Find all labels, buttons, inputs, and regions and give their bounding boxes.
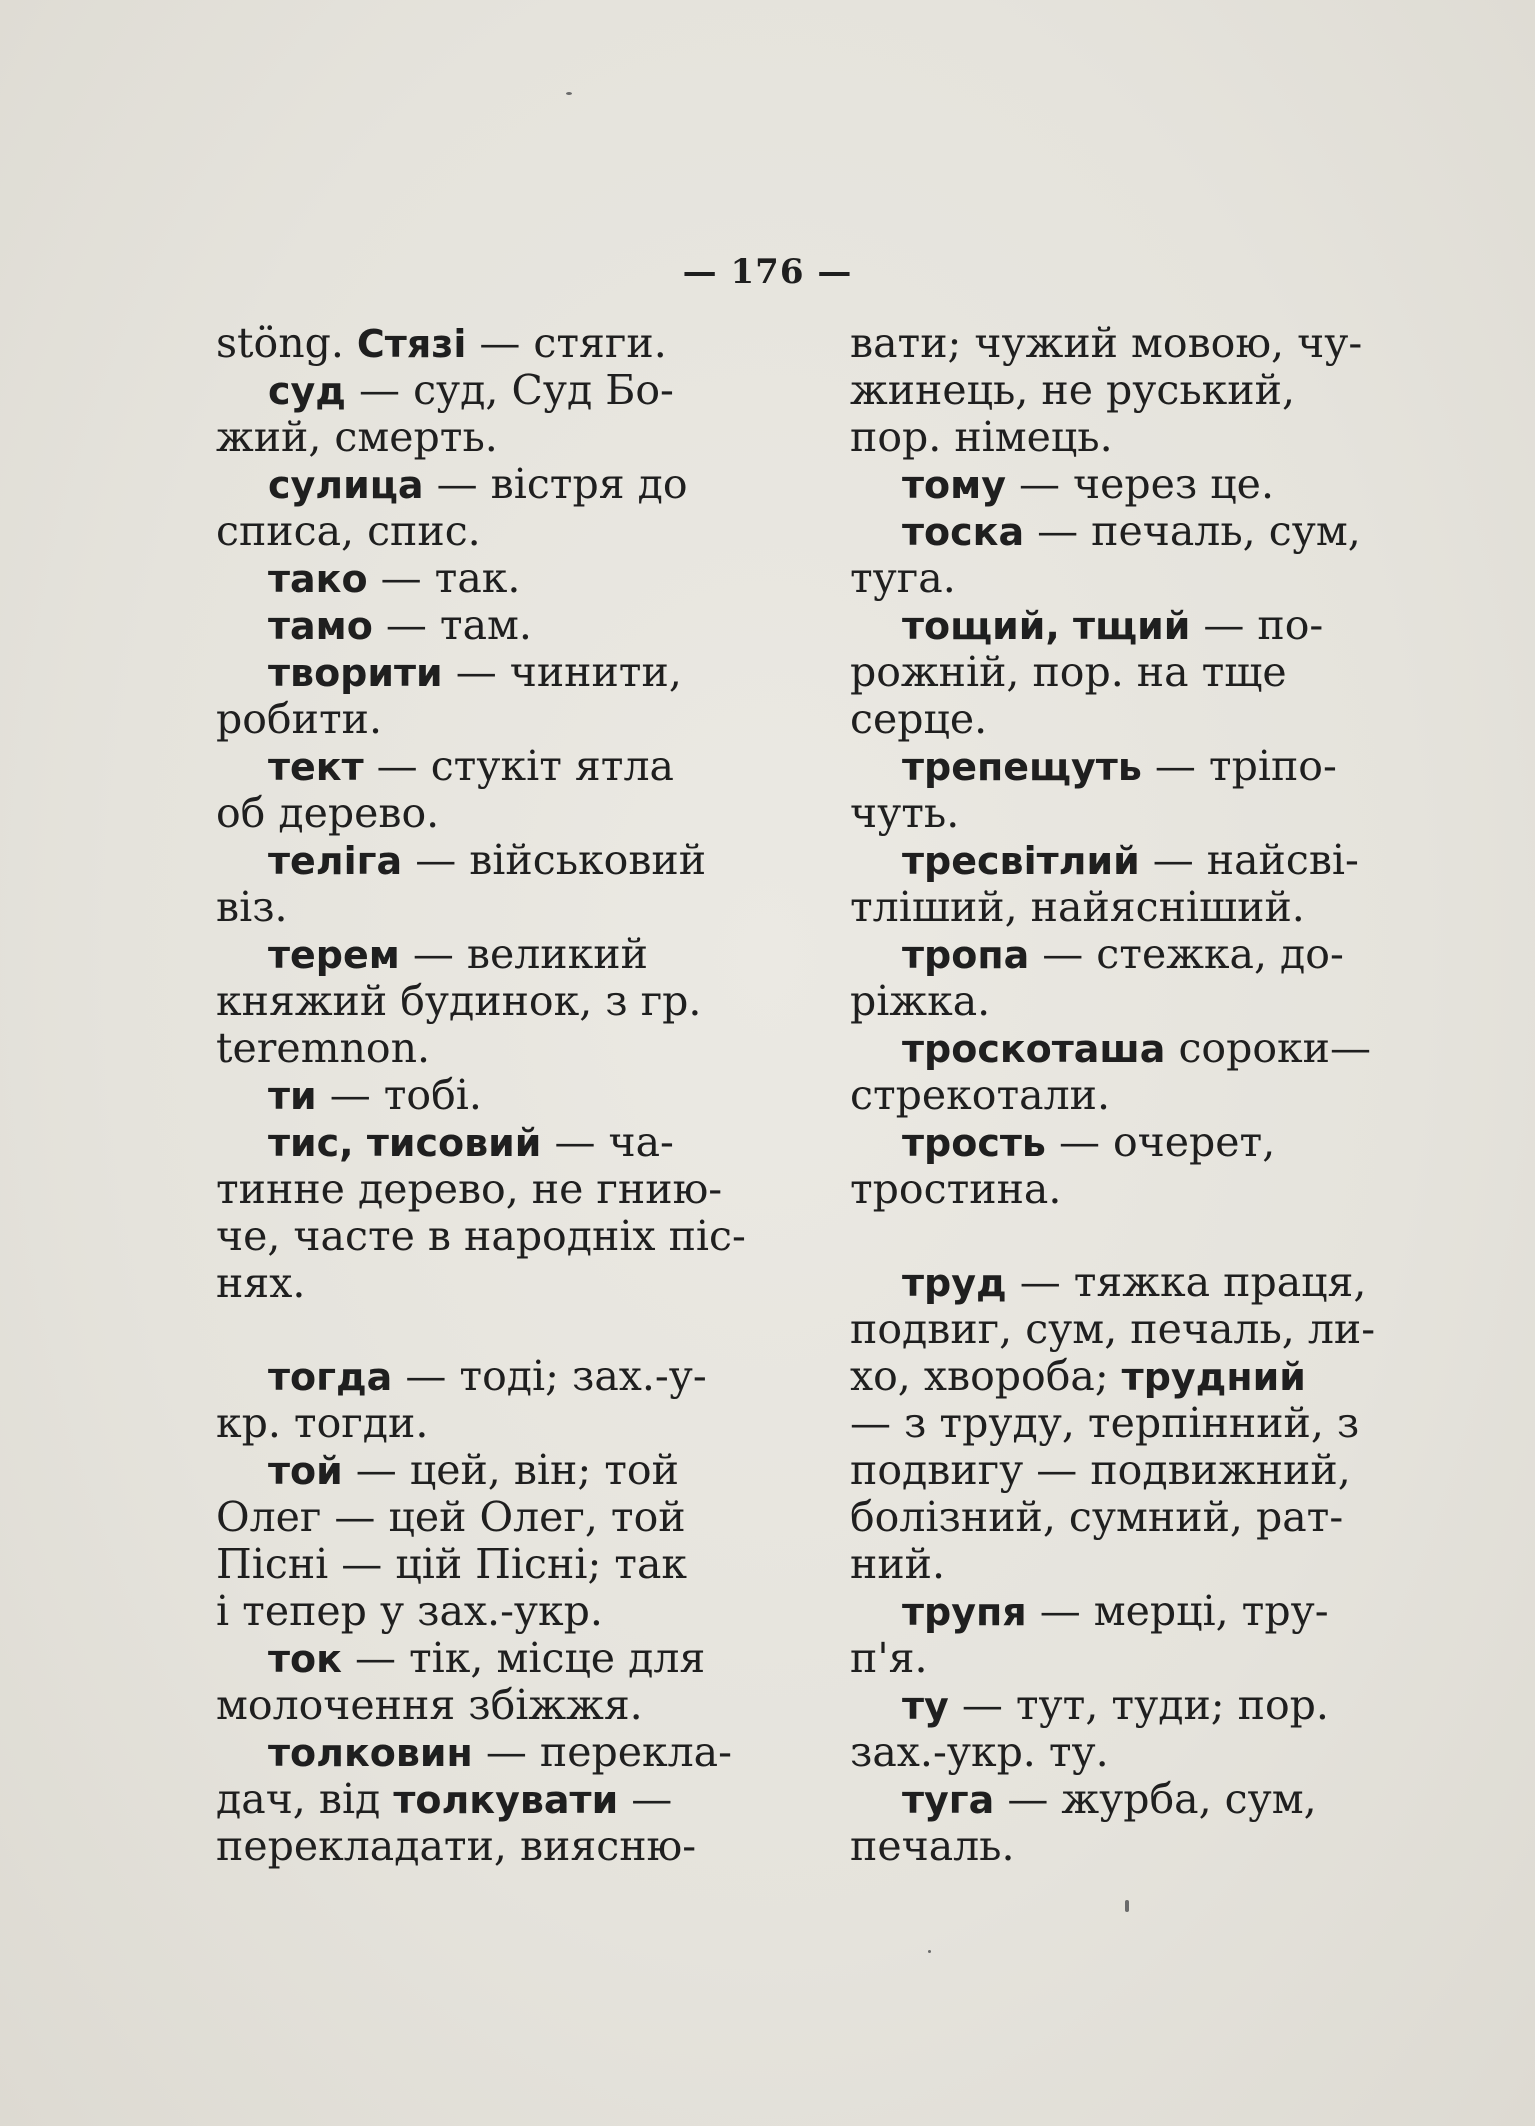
dictionary-entry: трупя — мерці, тру- — [902, 1587, 1329, 1635]
headword: тоска — [902, 510, 1025, 554]
text-line: кр. тогди. — [216, 1399, 429, 1447]
dictionary-entry: труд — тяжка праця, — [902, 1258, 1367, 1306]
dictionary-entry: той — цей, він; той — [268, 1446, 679, 1494]
headword: труд — [902, 1261, 1007, 1305]
text-line: і тепер у зах.-укр. — [216, 1587, 603, 1635]
headword: тис, тисовий — [268, 1121, 542, 1165]
text-line: віз. — [216, 883, 288, 931]
text-line: туга. — [850, 554, 956, 602]
dictionary-entry: тощий, тщий — по- — [902, 601, 1324, 649]
text-line: зах.-укр. ту. — [850, 1728, 1109, 1776]
text-line: пор. німець. — [850, 413, 1113, 461]
headword: ту — [902, 1684, 949, 1728]
dictionary-entry: терем — великий — [268, 930, 648, 978]
dictionary-entry: тамо — там. — [268, 601, 532, 649]
text-line: тростина. — [850, 1165, 1062, 1213]
headword: ти — [268, 1074, 317, 1118]
text-line: че, часте в народніх піс- — [216, 1212, 746, 1260]
text-line: рожній, пор. на тще — [850, 648, 1287, 696]
text-line: тинне дерево, не гнию- — [216, 1165, 723, 1213]
headword: теліга — [268, 839, 403, 883]
headword: тако — [268, 557, 368, 601]
text-line: княжий будинок, з гр. — [216, 977, 702, 1025]
headword: трепещуть — [902, 745, 1142, 789]
headword: трудний — [1121, 1355, 1306, 1399]
dictionary-entry: суд — суд, Суд Бо- — [268, 366, 674, 414]
paragraph-gap — [216, 1307, 794, 1353]
dictionary-entry: творити — чинити, — [268, 648, 682, 696]
text-line: Пісні — цій Пісні; так — [216, 1540, 688, 1588]
headword: тресвітлий — [902, 839, 1140, 883]
text-line: печаль. — [850, 1822, 1015, 1870]
text-line: чуть. — [850, 789, 960, 837]
paper-speck — [928, 1950, 931, 1953]
dictionary-entry: теліга — військовий — [268, 836, 707, 884]
left-column — [216, 320, 794, 1870]
text-line: ріжка. — [850, 977, 991, 1025]
text-line: хо, хвороба; трудний — [850, 1352, 1306, 1400]
text-line: болізний, сумний, рат- — [850, 1493, 1344, 1541]
text-line: ний. — [850, 1540, 946, 1588]
headword: толкувати — [393, 1778, 619, 1822]
dictionary-entry: тропа — стежка, до- — [902, 930, 1344, 978]
dictionary-entry: ти — тобі. — [268, 1071, 482, 1119]
text-line: дач, від толкувати — — [216, 1775, 673, 1823]
headword: Стязі — [356, 322, 467, 366]
headword: тамо — [268, 604, 373, 648]
page-number: — 176 — — [682, 252, 853, 292]
text-line: — з труду, терпінний, з — [850, 1399, 1360, 1447]
dictionary-entry: тому — через це. — [902, 460, 1274, 508]
dictionary-entry: сулица — вістря до — [268, 460, 688, 508]
headword: туга — [902, 1778, 995, 1822]
text-line: жий, смерть. — [216, 413, 498, 461]
headword: тропа — [902, 933, 1030, 977]
dictionary-entry: трепещуть — тріпо- — [902, 742, 1337, 790]
text-line: нях. — [216, 1259, 306, 1307]
headword: суд — [268, 369, 346, 413]
text-line: об дерево. — [216, 789, 440, 837]
text-line: списа, спис. — [216, 507, 481, 555]
paragraph-gap — [850, 1213, 1406, 1259]
paper-speck — [1125, 1900, 1129, 1912]
dictionary-entry: троскоташа сороки— — [902, 1024, 1371, 1072]
text-line: жинець, не руський, — [850, 366, 1295, 414]
text-line: вати; чужий мовою, чу- — [850, 319, 1363, 367]
headword: трупя — [902, 1590, 1027, 1634]
headword: троскоташа — [902, 1027, 1166, 1071]
text-line: молочення збіжжя. — [216, 1681, 643, 1729]
dictionary-entry: тис, тисовий — ча- — [268, 1118, 674, 1166]
headword: толковин — [268, 1731, 473, 1775]
text-line: Олег — цей Олег, той — [216, 1493, 686, 1541]
headword: сулица — [268, 463, 424, 507]
headword: тому — [902, 463, 1006, 507]
headword: той — [268, 1449, 343, 1493]
text-line: стрекотали. — [850, 1071, 1110, 1119]
dictionary-entry: тект — стукіт ятла — [268, 742, 674, 790]
dictionary-entry: тако — так. — [268, 554, 521, 602]
headword: тект — [268, 745, 364, 789]
dictionary-entry: тоска — печаль, сум, — [902, 507, 1361, 555]
dictionary-entry: толковин — перекла- — [268, 1728, 732, 1776]
text-line: робити. — [216, 695, 382, 743]
dictionary-entry: ту — тут, туди; пор. — [902, 1681, 1329, 1729]
text-line: stöng. Стязі — стяги. — [216, 319, 667, 367]
text-line: teremnon. — [216, 1024, 431, 1072]
text-line: перекладати, виясню- — [216, 1822, 697, 1870]
headword: терем — [268, 933, 400, 977]
headword: творити — [268, 651, 443, 695]
headword: трость — [902, 1121, 1046, 1165]
text-line: подвигу — подвижний, — [850, 1446, 1351, 1494]
text-line: серце. — [850, 695, 988, 743]
right-column — [850, 320, 1406, 1870]
headword: ток — [268, 1637, 342, 1681]
text-line: тліший, найясніший. — [850, 883, 1305, 931]
paper-speck — [566, 92, 572, 95]
dictionary-entry: ток — тік, місце для — [268, 1634, 706, 1682]
dictionary-entry: трость — очерет, — [902, 1118, 1276, 1166]
dictionary-entry: тресвітлий — найсві- — [902, 836, 1359, 884]
dictionary-entry: туга — журба, сум, — [902, 1775, 1317, 1823]
headword: тогда — [268, 1355, 393, 1399]
text-line: п'я. — [850, 1634, 928, 1682]
text-line: подвиг, сум, печаль, ли- — [850, 1305, 1376, 1353]
headword: тощий, тщий — [902, 604, 1191, 648]
dictionary-entry: тогда — тоді; зах.-у- — [268, 1352, 707, 1400]
